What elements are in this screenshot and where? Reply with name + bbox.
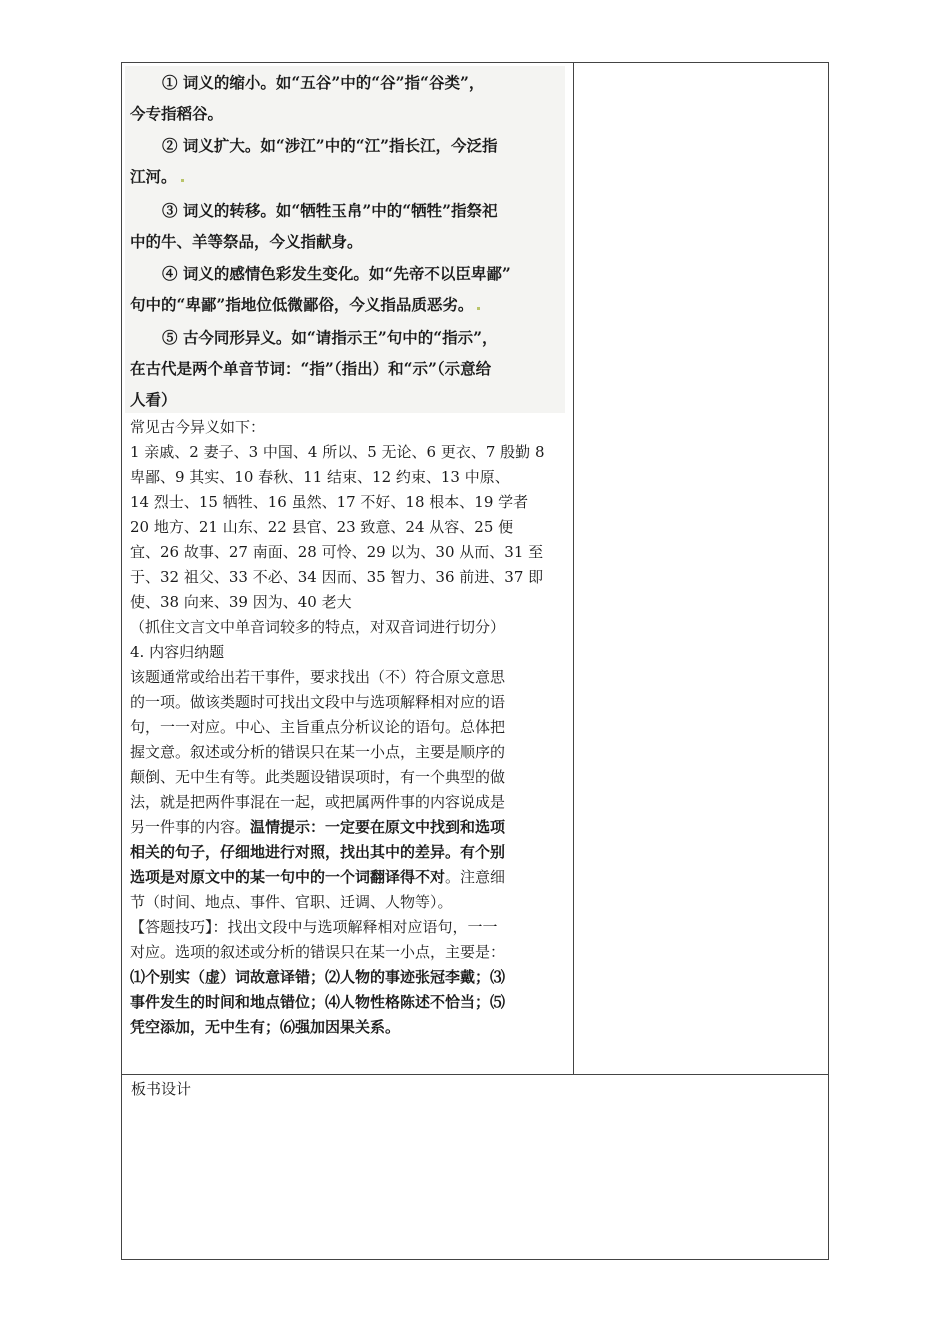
- item-3-line1: ③ 词义的转移。如“牺牲玉帛”中的“牺牲”指祭祀: [162, 201, 498, 220]
- body-line: 20 地方、21 山东、22 县官、23 致意、24 从容、25 便: [130, 518, 514, 536]
- body-line: 于、32 祖父、33 不必、34 因而、35 智力、36 前进、37 即: [130, 568, 544, 586]
- item-5-line3: 人看）: [130, 390, 177, 409]
- body-line-with-tip: [130, 815, 562, 840]
- item-5-line2: 在古代是两个单音节词：“指”（指出）和“示”（示意给: [130, 359, 492, 378]
- board-design-label: 板书设计: [131, 1080, 192, 1098]
- edit-mark: [477, 307, 480, 310]
- body-line: 宜、26 故事、27 南面、28 可怜、29 以为、30 从而、31 至: [130, 543, 544, 561]
- skill-bold-line: 凭空添加，无中生有；⑹强加因果关系。: [130, 1018, 401, 1036]
- column-divider: [573, 62, 574, 1074]
- item-1: [130, 67, 560, 129]
- body-line: 常见古今异义如下：: [130, 418, 266, 436]
- body-line: 另一件事的内容。: [130, 818, 251, 836]
- body-line: 的一项。做该类题时可找出文段中与选项解释相对应的语: [130, 693, 506, 711]
- body-line: 该题通常或给出若干事件，要求找出（不）符合原文意思: [130, 668, 506, 686]
- body-line: 法，就是把两件事混在一起，或把属两件事的内容说成是: [130, 793, 506, 811]
- tip-line: 节（时间、地点、事件、官职、迁调、人物等）。: [130, 893, 453, 911]
- body-line: 14 烈士、15 牺牲、16 虽然、17 不好、18 根本、19 学者: [130, 493, 529, 511]
- body-line: 卑鄙、9 其实、10 春秋、11 结束、12 约束、13 中原、: [130, 468, 510, 486]
- item-5-line1: ⑤ 古今同形异义。如“请指示王”句中的“指示”，: [162, 328, 498, 347]
- item-5: [130, 322, 560, 415]
- item-3-line2: 中的牛、羊等祭品，今义指献身。: [130, 232, 363, 251]
- item-2-line1: ② 词义扩大。如“涉江”中的“江”指长江，今泛指: [162, 136, 498, 155]
- tip-lead: 温情提示：一定要在原文中找到和选项: [250, 818, 506, 836]
- item-1-line1: ① 词义的缩小。如“五谷”中的“谷”指“谷类”，: [162, 73, 485, 92]
- skill-bold-line: 事件发生的时间和地点错位；⑷人物性格陈述不恰当；⑸: [130, 993, 506, 1011]
- item-3: [130, 195, 560, 257]
- skill-line: 【答题技巧】：找出文段中与选项解释相对应语句，一一: [130, 918, 498, 936]
- body-line: 握文意。叙述或分析的错误只在某一小点，主要是顺序的: [130, 743, 506, 761]
- row-divider: [121, 1074, 829, 1075]
- body-line: 颠倒、无中生有等。此类题设错误项时，有一个典型的做: [130, 768, 506, 786]
- body-line: 句，一一对应。中心、主旨重点分析议论的语句。总体把: [130, 718, 506, 736]
- body-line: （抓住文言文中单音词较多的特点，对双音词进行切分）: [130, 618, 506, 636]
- item-1-line2: 今专指稻谷。: [130, 104, 224, 123]
- item-2-line2: 江河。: [130, 167, 177, 186]
- edit-mark: [181, 179, 184, 182]
- item-4-line2: 句中的“卑鄙”指地位低微鄙俗，今义指品质恶劣。: [130, 295, 474, 314]
- item-2: [130, 130, 560, 192]
- tip-line: 相关的句子，仔细地进行对照，找出其中的差异。有个别: [130, 843, 506, 861]
- item-4: [130, 258, 560, 320]
- section-heading: 4. 内容归纳题: [130, 643, 225, 661]
- skill-bold-line: ⑴个别实（虚）词故意译错；⑵人物的事迹张冠李戴；⑶: [130, 968, 506, 986]
- body-text: [130, 415, 562, 1040]
- item-4-line1: ④ 词义的感情色彩发生变化。如“先帝不以臣卑鄙”: [162, 264, 511, 283]
- body-line: 1 亲戚、2 妻子、3 中国、4 所以、5 无论、6 更衣、7 殷勤 8: [130, 443, 545, 461]
- skill-line: 对应。选项的叙述或分析的错误只在某一小点，主要是：: [130, 943, 506, 961]
- tip-bold: 选项是对原文中的某一句中的一个词翻译得不对: [130, 868, 446, 886]
- tip-line-mixed: [130, 865, 562, 890]
- tip-tail: 。注意细: [445, 868, 506, 886]
- body-line: 使、38 向来、39 因为、40 老大: [130, 593, 352, 611]
